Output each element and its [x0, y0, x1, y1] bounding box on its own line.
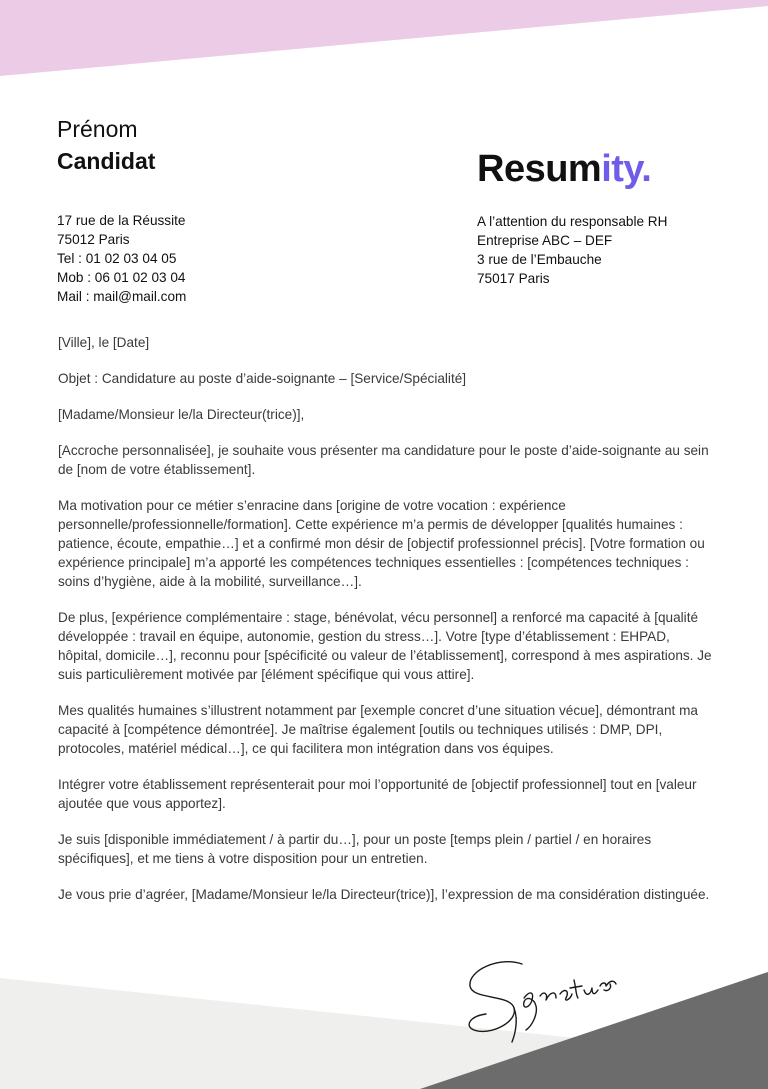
place-date: [Ville], le [Date]: [58, 335, 150, 350]
recipient-address-block: [477, 212, 667, 288]
paragraph-closing: Je vous prie d’agréer, [Madame/Monsieur le/la Directeur(trice)], l’expression de ma considération distinguée.: [58, 887, 710, 902]
letter-subject: Objet : Candidature au poste d’aide-soignante – [Service/Spécialité]: [58, 371, 467, 386]
paragraph-availability: Je suis [disponible immédiatement / à partir du…], pour un poste [temps plein / partiel / en horaires spécifiques], et me tiens à votre disposition pour un entretien.: [58, 832, 652, 866]
logo-text-accent: ity.: [601, 148, 652, 190]
resumity-logo: [477, 148, 651, 191]
paragraph-intro: [Accroche personnalisée], je souhaite vous présenter ma candidature pour le poste d’aide-soignante au sein de [nom de votre établissement].: [58, 443, 709, 477]
recipient-street: 3 rue de l’Embauche: [477, 252, 602, 267]
recipient-company: Entreprise ABC – DEF: [477, 233, 613, 248]
handwritten-signature: [460, 950, 620, 1045]
sender-address-block: [57, 211, 186, 306]
sender-street: 17 rue de la Réussite: [57, 213, 186, 228]
logo-text-main: Resum: [477, 148, 602, 190]
sender-phone: Tel : 01 02 03 04 05: [57, 251, 177, 266]
candidate-last-name: Candidat: [57, 148, 156, 174]
paragraph-experience: De plus, [expérience complémentaire : stage, bénévolat, vécu personnel] a renforcé ma capacité à [qualité développée : travail en équipe, autonomie, gestion du stress…]. Votre [type d’établissement : EHPAD, hôpital, domicile…], reconnu pour [spécificité ou valeur de l’établissement], correspond à mes aspirations. Je suis particulièrement motivée par [élément spécifique qui vous attire].: [58, 610, 712, 682]
recipient-city: 75017 Paris: [477, 271, 550, 286]
top-pink-band: [0, 0, 768, 76]
paragraph-qualities: Mes qualités humaines s’illustrent notamment par [exemple concret d’une situation vécue], démontrant ma capacité à [compétence démontrée]. Je maîtrise également [outils ou techniques utilisés : DMP, DPI, protocoles, matériel médical…], ce qui facilitera mon intégration dans vos équipes.: [58, 703, 698, 756]
sender-email: Mail : mail@mail.com: [57, 289, 187, 304]
sender-city: 75012 Paris: [57, 232, 130, 247]
sender-mobile: Mob : 06 01 02 03 04: [57, 270, 186, 285]
paragraph-motivation: Ma motivation pour ce métier s’enracine dans [origine de votre vocation : expérience personnelle/professionnelle/formation]. Cette expérience m’a permis de développer [qualités humaines : patience, écoute, empathie…] et a confirmé mon désir de [objectif professionnel précis]. [Votre formation ou expérience principale] m’a apporté les compétences techniques essentielles : [compétences techniques : soins d’hygiène, aide à la mobilité, surveillance…].: [58, 498, 705, 589]
recipient-attention: A l’attention du responsable RH: [477, 214, 668, 229]
letter-body: [58, 333, 712, 921]
letter-salutation: [Madame/Monsieur le/la Directeur(trice)],: [58, 407, 305, 422]
paragraph-opportunity: Intégrer votre établissement représenterait pour moi l’opportunité de [objectif professionnel] tout en [valeur ajoutée que vous apportez].: [58, 777, 697, 811]
candidate-first-name: Prénom: [57, 116, 138, 142]
